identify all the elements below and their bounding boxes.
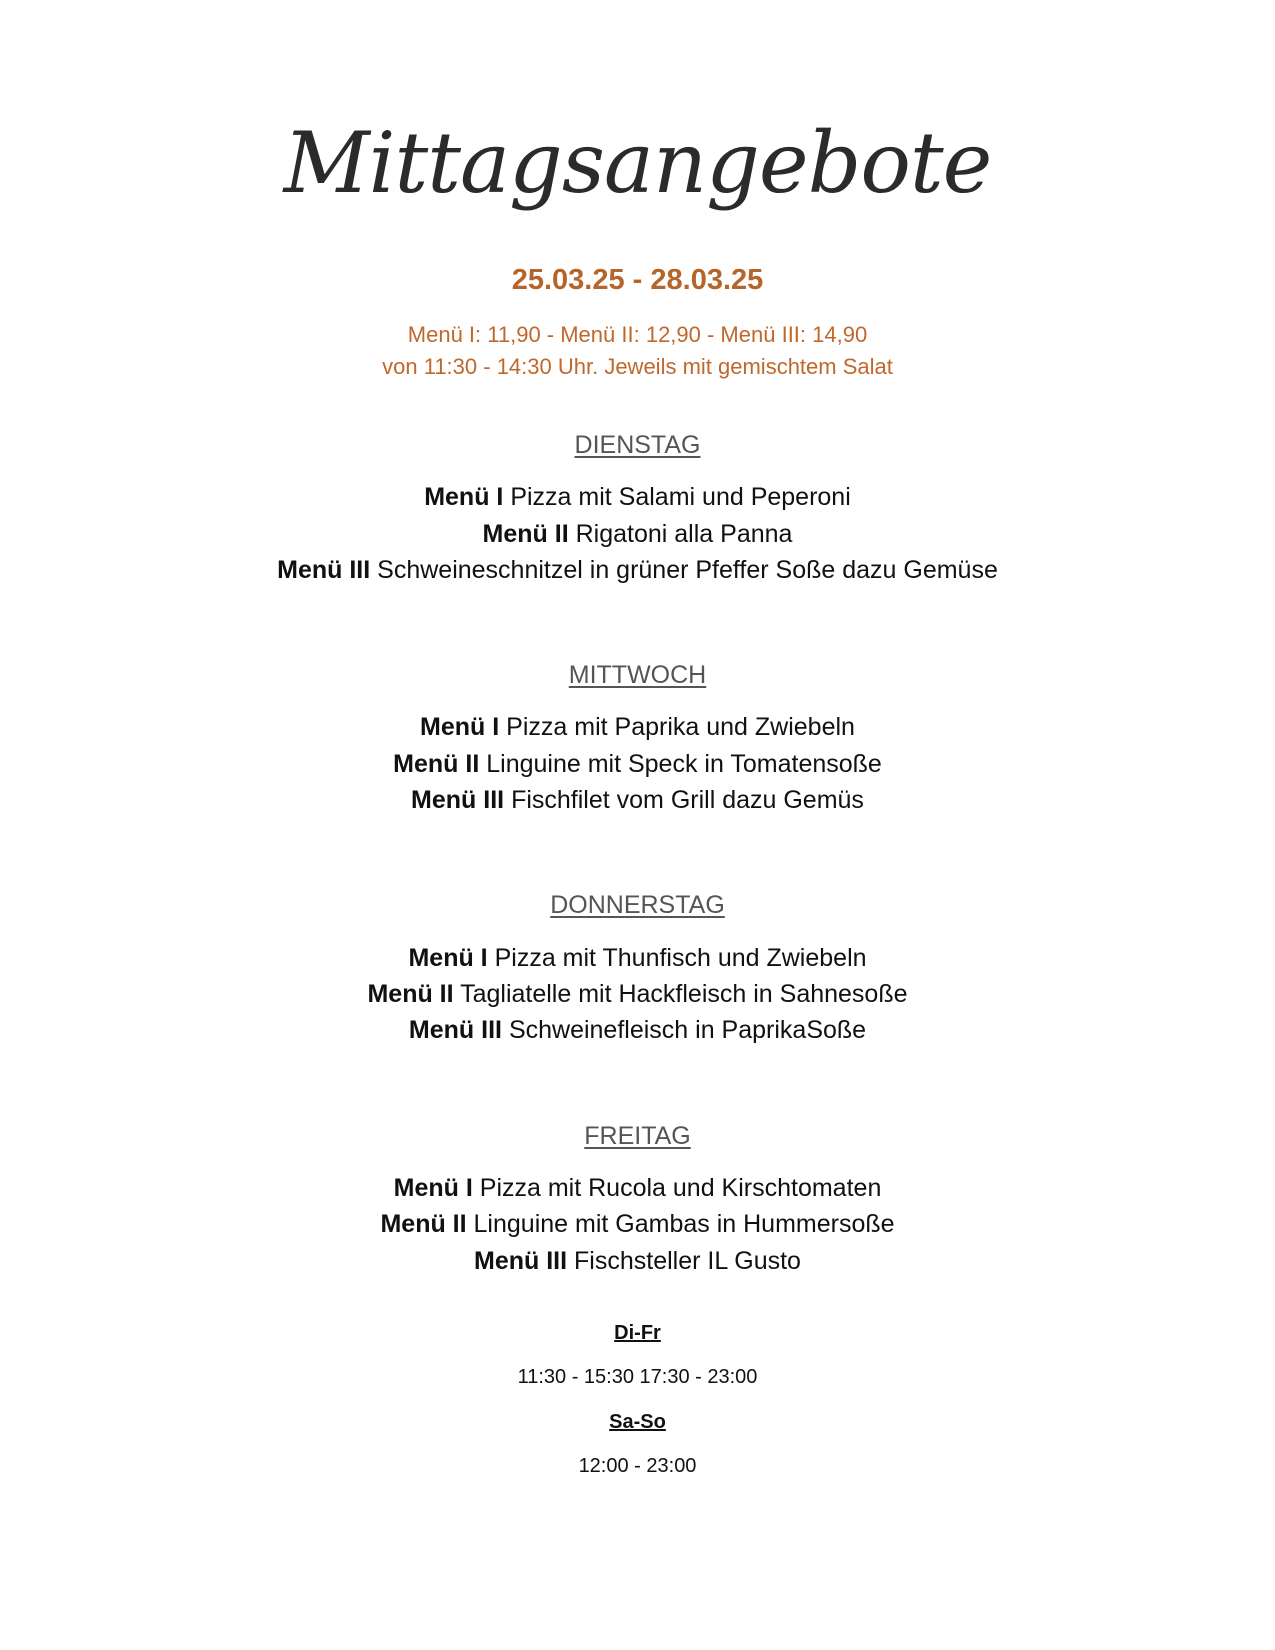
menu-label: Menü II: [393, 750, 480, 778]
menu-dish: Schweineschnitzel in grüner Pfeffer Soße dazu Gemüse: [377, 556, 998, 584]
day-heading-donnerstag: DONNERSTAG: [550, 891, 725, 919]
serving-hours-note: von 11:30 - 14:30 Uhr. Jeweils mit gemischtem Salat: [382, 354, 893, 379]
menu-label: Menü I: [408, 944, 488, 972]
menu-label: Menü III: [408, 1016, 502, 1044]
menu-dish: Rigatoni alla Panna: [575, 520, 793, 548]
opening-times-weekdays: 11:30 - 15:30 17:30 - 23:00: [517, 1366, 758, 1388]
menu-dish: Pizza mit Salami und Peperoni: [510, 483, 851, 511]
day-heading-dienstag: DIENSTAG: [574, 431, 701, 459]
menu-label: Menü I: [393, 1174, 473, 1202]
date-range: 25.03.25 - 28.03.25: [511, 264, 764, 296]
page-title: Mittagsangebote: [283, 114, 992, 212]
menu-label: Menü III: [474, 1247, 568, 1275]
menu-label: Menü III: [277, 556, 371, 584]
opening-times-weekend: 12:00 - 23:00: [578, 1455, 697, 1477]
menu-item: [0, 781, 1275, 819]
menu-dish: Linguine mit Speck in Tomatensoße: [486, 750, 882, 778]
day-heading-mittwoch: MITTWOCH: [568, 661, 707, 689]
menu-item: [0, 1169, 1275, 1207]
menu-item: [0, 551, 1275, 589]
menu-item: [0, 708, 1275, 746]
menu-label: Menü II: [367, 980, 454, 1008]
day-heading-freitag: FREITAG: [584, 1122, 691, 1150]
menu-item: [0, 745, 1275, 783]
menu-dish: Linguine mit Gambas in Hummersoße: [473, 1210, 895, 1238]
menu-dish: Schweinefleisch in PaprikaSoße: [508, 1016, 867, 1044]
menu-dish: Fischfilet vom Grill dazu Gemüs: [511, 786, 864, 814]
menu-item: [0, 975, 1275, 1013]
menu-dish: Fischsteller IL Gusto: [574, 1247, 801, 1275]
opening-days-weekend: Sa-So: [609, 1411, 666, 1433]
menu-label: Menü I: [424, 483, 504, 511]
menu-dish: Pizza mit Thunfisch und Zwiebeln: [494, 944, 867, 972]
menu-item: [0, 1011, 1275, 1049]
menu-item: [0, 1205, 1275, 1243]
menu-item: [0, 1242, 1275, 1280]
menu-item: [0, 515, 1275, 553]
opening-days-weekdays: Di-Fr: [614, 1322, 661, 1344]
menu-label: Menü II: [380, 1210, 467, 1238]
menu-dish: Pizza mit Rucola und Kirschtomaten: [479, 1174, 882, 1202]
menu-label: Menü I: [420, 713, 500, 741]
menu-dish: Tagliatelle mit Hackfleisch in Sahnesoße: [460, 980, 908, 1008]
price-info: Menü I: 11,90 - Menü II: 12,90 - Menü III: 14,90: [407, 322, 868, 347]
menu-item: [0, 478, 1275, 516]
menu-item: [0, 939, 1275, 977]
menu-label: Menü III: [411, 786, 505, 814]
menu-dish: Pizza mit Paprika und Zwiebeln: [506, 713, 855, 741]
menu-label: Menü II: [482, 520, 569, 548]
